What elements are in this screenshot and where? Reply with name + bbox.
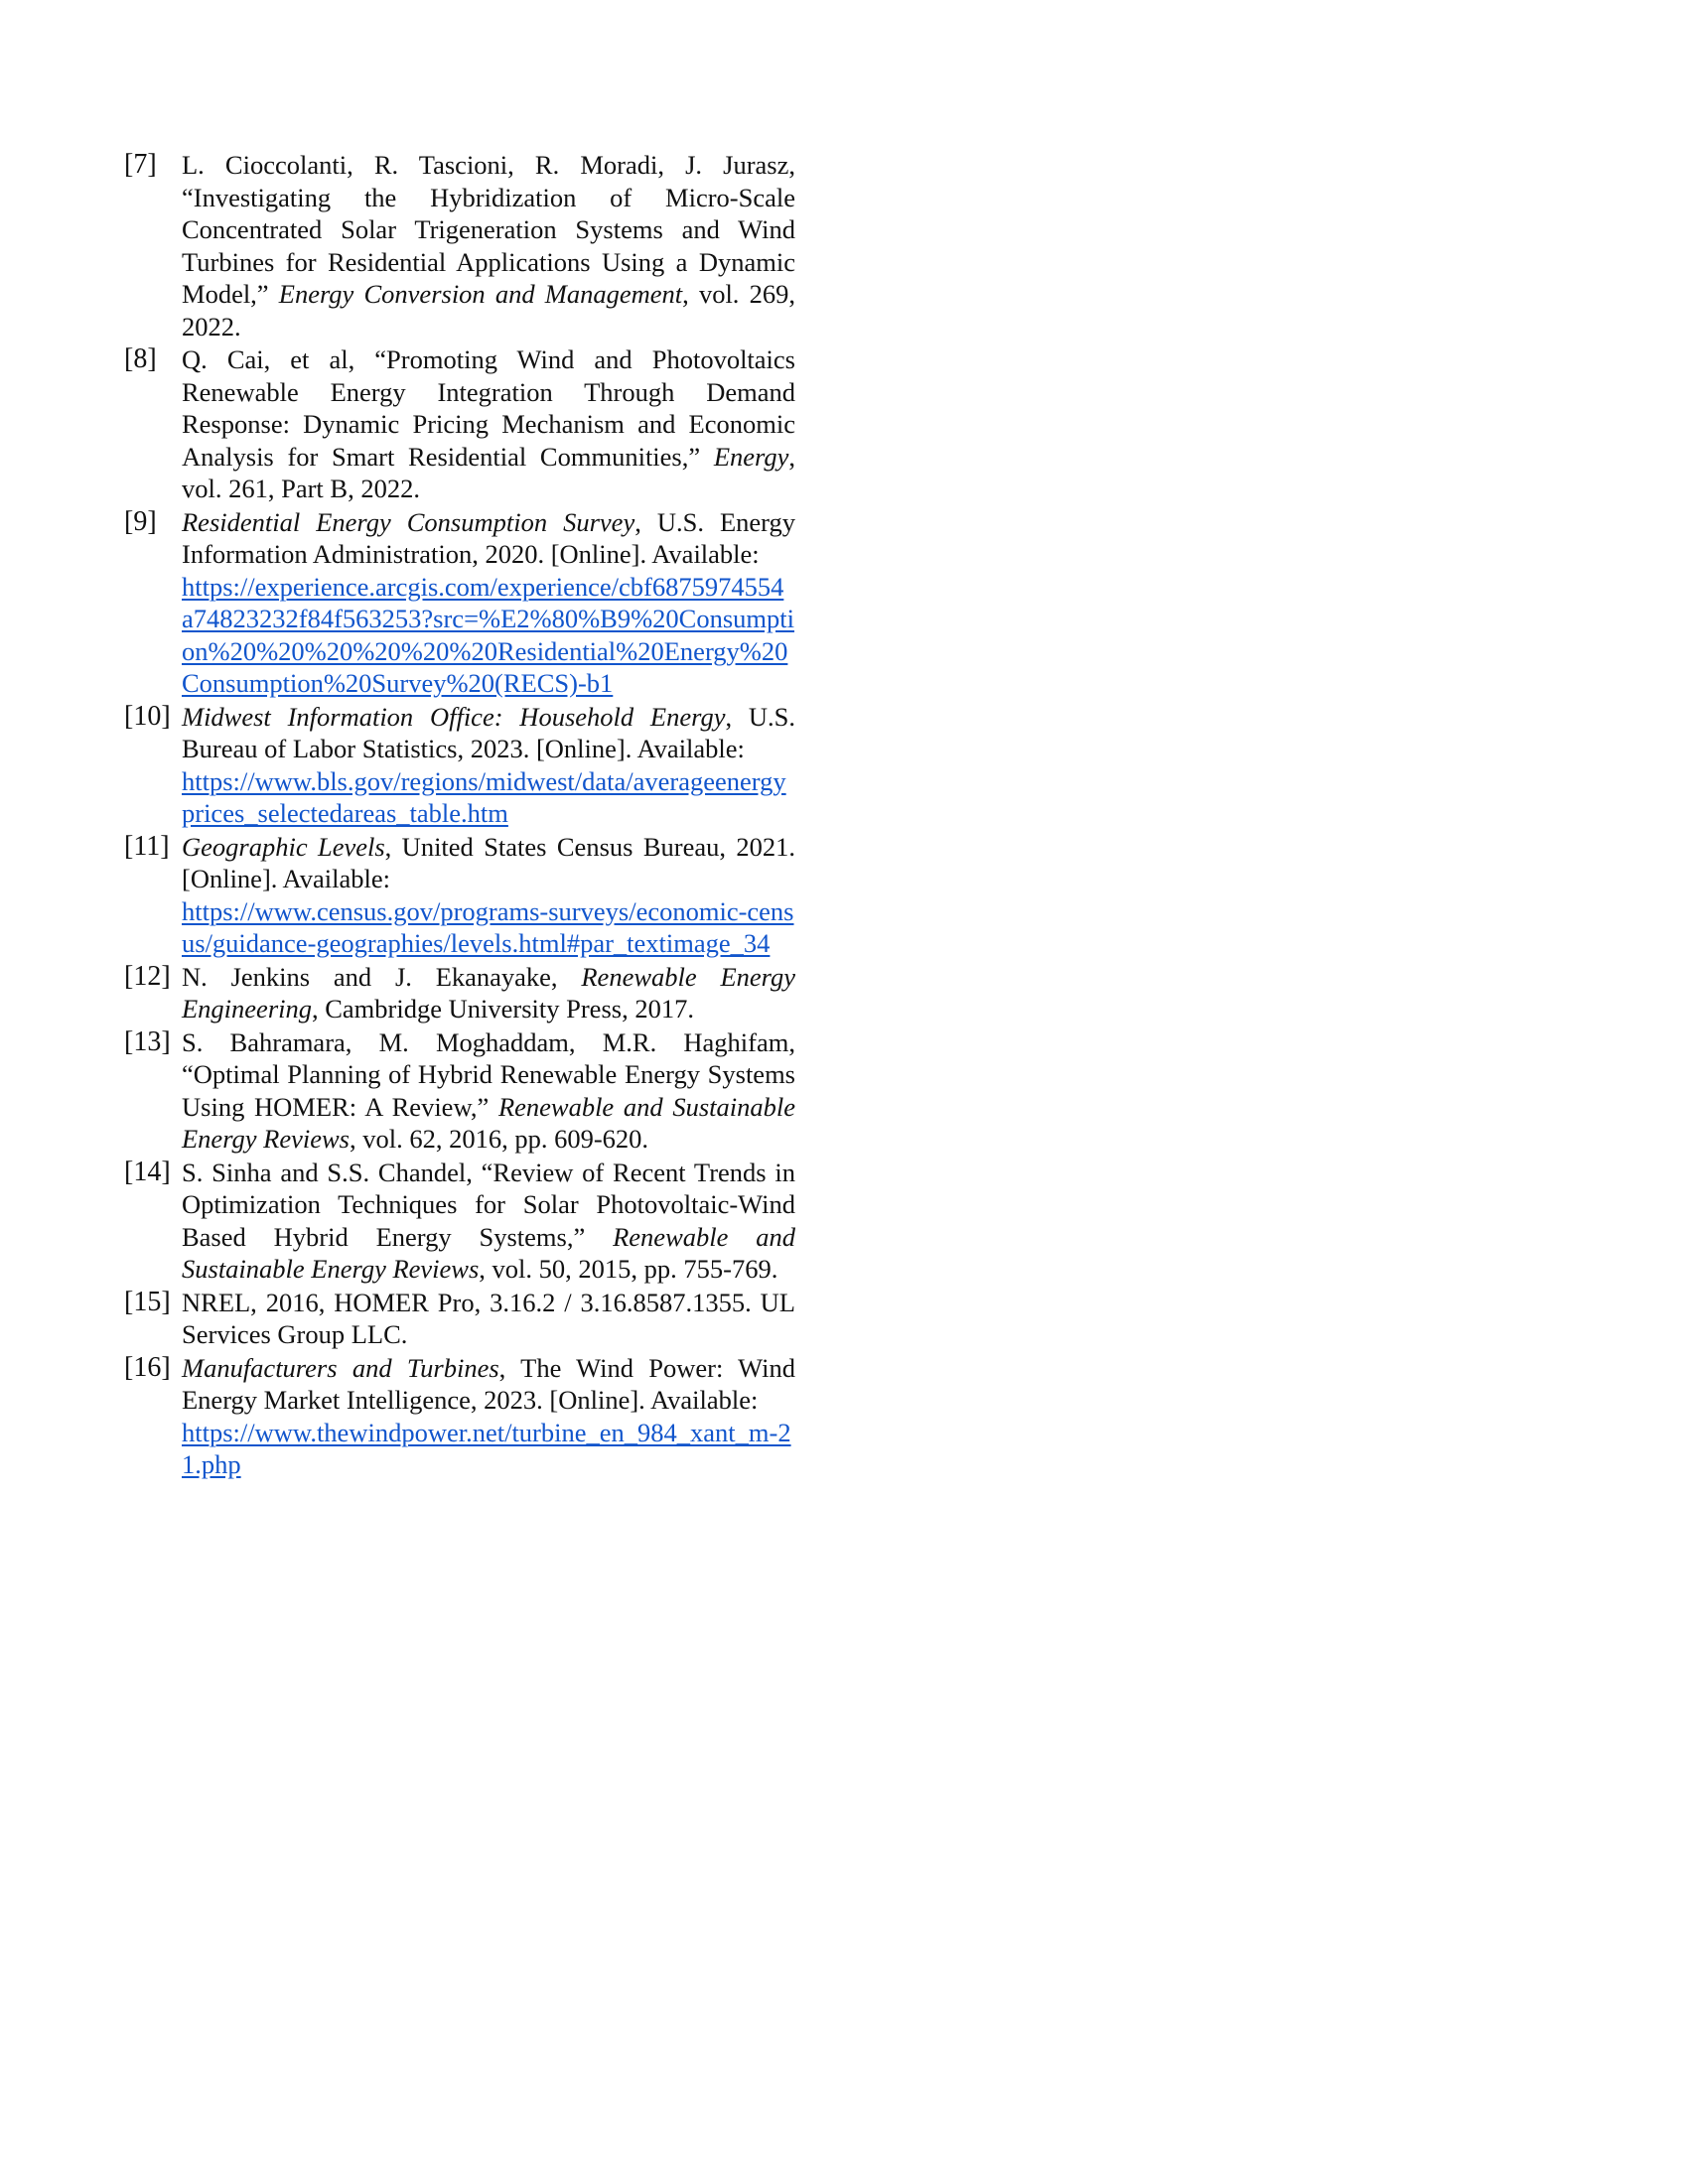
reference-details: , vol. 50, 2015, pp. 755-769. bbox=[479, 1254, 778, 1284]
reference-item-11 bbox=[124, 831, 795, 960]
reference-number: [14] bbox=[124, 1156, 171, 1187]
reference-list bbox=[124, 149, 795, 1482]
reference-item-12 bbox=[124, 961, 795, 1025]
reference-link[interactable]: https://www.census.gov/programs-surveys/economic-census/guidance-geographies/levels.html#par_textimage_34 bbox=[182, 895, 794, 958]
reference-item-15 bbox=[124, 1287, 795, 1351]
reference-item-10 bbox=[124, 701, 795, 830]
reference-number: [16] bbox=[124, 1351, 171, 1383]
reference-item-7 bbox=[124, 149, 795, 342]
reference-title: Residential Energy Consumption Survey bbox=[182, 506, 635, 537]
reference-link[interactable]: https://www.thewindpower.net/turbine_en_984_xant_m-21.php bbox=[182, 1417, 791, 1479]
reference-authors: N. Jenkins and J. Ekanayake, bbox=[182, 961, 582, 992]
reference-title: “Review of Recent Trends in Optimization Techniques for Solar Photovoltaic-Wind Based Hybrid Energy Systems,” bbox=[182, 1157, 795, 1252]
reference-title: “Optimal Planning of Hybrid Renewable Energy Systems Using HOMER: A Review,” bbox=[182, 1059, 795, 1122]
reference-venue: Renewable and Sustainable Energy Reviews bbox=[182, 1221, 795, 1284]
reference-item-8 bbox=[124, 343, 795, 505]
reference-number: [15] bbox=[124, 1286, 171, 1317]
reference-venue: Renewable and Sustainable Energy Reviews bbox=[182, 1091, 795, 1154]
reference-details: , United States Census Bureau, 2021. [Online]. Available: bbox=[182, 831, 795, 893]
reference-title: “Promoting Wind and Photovoltaics Renewable Energy Integration Through Demand Response: Dynamic Pricing Mechanism and Economic Analysis for Smart Residential Communities,” bbox=[182, 344, 795, 472]
reference-link[interactable]: https://experience.arcgis.com/experience/cbf6875974554a74823232f84f563253?src=%E2%80%B9%20Consumption%20%20%20%20%20%20Residential%20Energy%20Consumption%20Survey%20(RECS)-b1 bbox=[182, 571, 795, 698]
reference-item-16 bbox=[124, 1352, 795, 1481]
reference-authors: S. Bahramara, M. Moghaddam, M.R. Haghifam, bbox=[182, 1026, 795, 1057]
reference-authors: NREL, 2016, HOMER Pro, 3.16.2 / 3.16.8587.1355. UL Services Group LLC. bbox=[182, 1287, 795, 1349]
reference-link[interactable]: https://www.bls.gov/regions/midwest/data/averageenergyprices_selectedareas_table.htm bbox=[182, 765, 786, 828]
reference-item-13 bbox=[124, 1026, 795, 1156]
reference-details: , The Wind Power: Wind Energy Market Intelligence, 2023. [Online]. Available: bbox=[182, 1352, 795, 1415]
reference-details: , U.S. Bureau of Labor Statistics, 2023. [Online]. Available: bbox=[182, 701, 795, 763]
reference-details: , vol. 269, 2022. bbox=[182, 279, 795, 341]
reference-title: Geographic Levels bbox=[182, 831, 385, 862]
reference-authors: S. Sinha and S.S. Chandel, bbox=[182, 1157, 482, 1187]
reference-item-14 bbox=[124, 1157, 795, 1286]
reference-title: Manufacturers and Turbines bbox=[182, 1352, 499, 1383]
reference-details: , U.S. Energy Information Administration, 2020. [Online]. Available: bbox=[182, 506, 796, 569]
reference-title: “Investigating the Hybridization of Micro-Scale Concentrated Solar Trigeneration Systems and Wind Turbines for Residential Applications Using a Dynamic Model,” bbox=[182, 182, 795, 309]
reference-number: [8] bbox=[124, 343, 157, 374]
reference-number: [9] bbox=[124, 505, 157, 537]
reference-details: , Cambridge University Press, 2017. bbox=[312, 994, 694, 1024]
reference-number: [10] bbox=[124, 700, 171, 732]
reference-details: , vol. 62, 2016, pp. 609-620. bbox=[350, 1124, 649, 1154]
reference-number: [13] bbox=[124, 1025, 171, 1057]
reference-venue: Energy bbox=[713, 441, 789, 472]
reference-title: Midwest Information Office: Household Energy bbox=[182, 701, 726, 732]
reference-venue: Renewable Energy Engineering bbox=[182, 961, 795, 1024]
reference-item-9 bbox=[124, 506, 795, 700]
reference-authors: Q. Cai, et al, bbox=[182, 344, 375, 374]
reference-authors: L. Cioccolanti, R. Tascioni, R. Moradi, J. Jurasz, bbox=[182, 150, 795, 180]
reference-venue: Energy Conversion and Management bbox=[278, 279, 683, 309]
reference-number: [7] bbox=[124, 149, 157, 180]
reference-details: , vol. 261, Part B, 2022. bbox=[182, 441, 795, 503]
reference-number: [11] bbox=[124, 830, 170, 862]
reference-number: [12] bbox=[124, 960, 171, 992]
